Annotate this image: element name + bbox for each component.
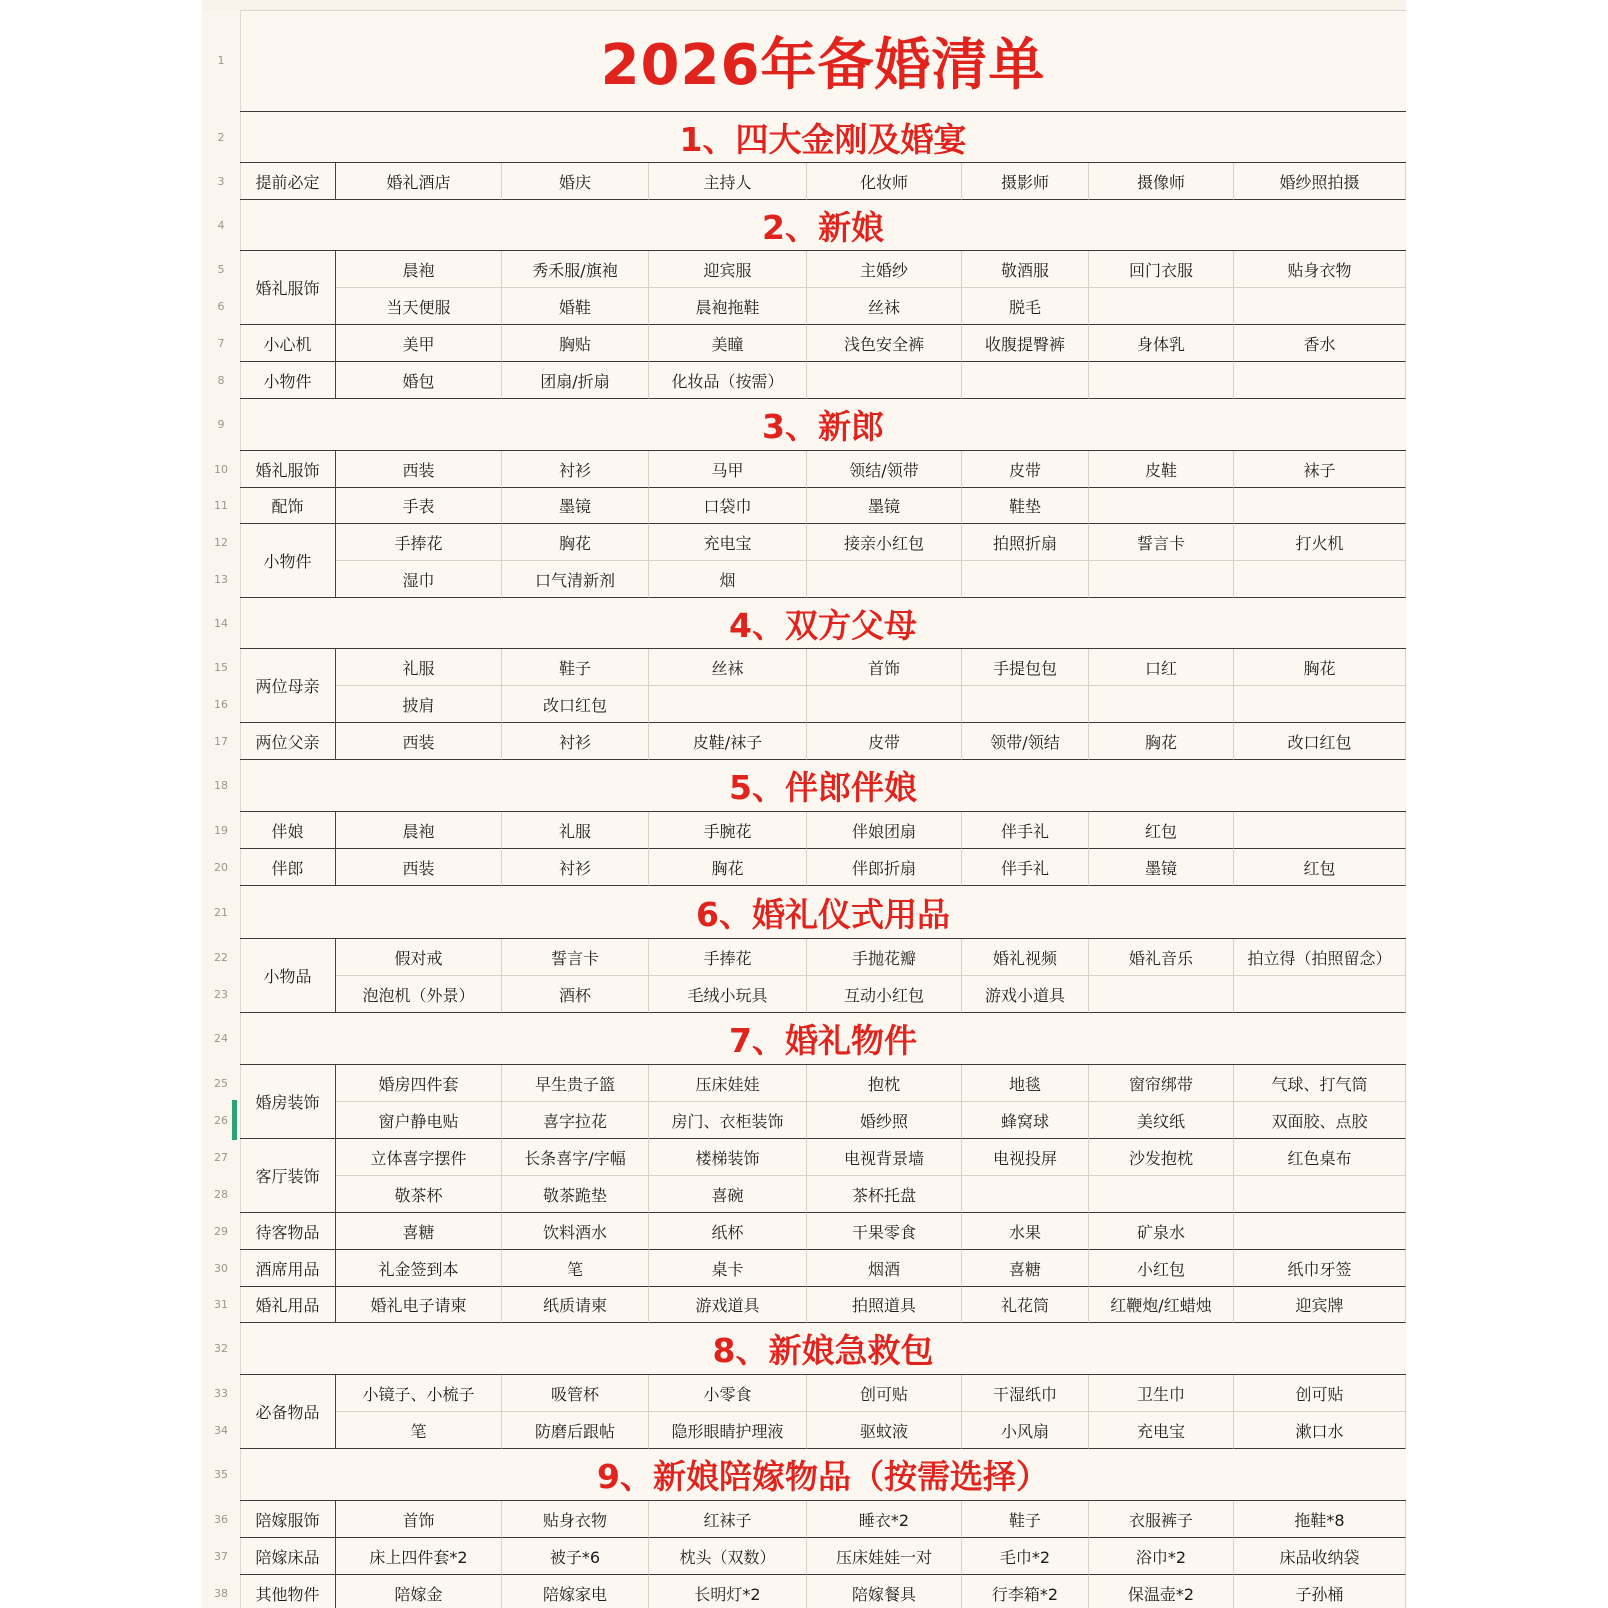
checklist-cell[interactable]: 礼服 [502, 812, 649, 849]
checklist-cell[interactable]: 衬衫 [502, 723, 649, 760]
checklist-cell[interactable]: 红包 [1089, 812, 1234, 849]
checklist-cell[interactable]: 胸花 [1234, 649, 1406, 686]
checklist-cell[interactable]: 手捧花 [649, 939, 807, 976]
category-label[interactable]: 小物件 [240, 362, 336, 399]
checklist-cell[interactable]: 抱枕 [807, 1065, 962, 1102]
checklist-cell[interactable] [1234, 288, 1406, 325]
checklist-cell[interactable]: 红鞭炮/红蜡烛 [1089, 1287, 1234, 1323]
checklist-cell[interactable]: 行李箱*2 [962, 1575, 1089, 1608]
checklist-cell[interactable]: 婚礼酒店 [336, 163, 502, 200]
category-label[interactable]: 小物品 [240, 939, 336, 1013]
checklist-cell[interactable]: 脱毛 [962, 288, 1089, 325]
checklist-cell[interactable]: 立体喜字摆件 [336, 1139, 502, 1176]
checklist-cell[interactable] [1089, 1176, 1234, 1213]
checklist-cell[interactable]: 接亲小红包 [807, 524, 962, 561]
page-title: 2026年备婚清单 [240, 10, 1406, 112]
row-number[interactable]: 30 [214, 1261, 228, 1275]
checklist-cell[interactable]: 衬衫 [502, 849, 649, 886]
checklist-cell[interactable]: 皮带 [807, 723, 962, 760]
checklist-cell[interactable]: 红包 [1234, 849, 1406, 886]
checklist-cell[interactable]: 防磨后跟帖 [502, 1412, 649, 1449]
checklist-cell[interactable] [807, 686, 962, 723]
checklist-cell[interactable]: 枕头（双数） [649, 1538, 807, 1575]
row-number[interactable]: 3 [217, 174, 225, 188]
checklist-cell[interactable]: 楼梯装饰 [649, 1139, 807, 1176]
checklist-cell[interactable]: 喜糖 [336, 1213, 502, 1250]
checklist-cell[interactable] [1234, 1213, 1406, 1250]
checklist-cell[interactable]: 伴娘团扇 [807, 812, 962, 849]
row-number[interactable]: 34 [214, 1423, 228, 1437]
checklist-cell[interactable]: 房门、衣柜装饰 [649, 1102, 807, 1139]
checklist-cell[interactable]: 漱口水 [1234, 1412, 1406, 1449]
checklist-cell[interactable] [807, 561, 962, 598]
checklist-cell[interactable]: 身体乳 [1089, 325, 1234, 362]
checklist-cell[interactable]: 沙发抱枕 [1089, 1139, 1234, 1176]
checklist-cell[interactable]: 纸杯 [649, 1213, 807, 1250]
category-label[interactable]: 两位父亲 [240, 723, 336, 760]
checklist-cell[interactable]: 回门衣服 [1089, 251, 1234, 288]
category-label[interactable]: 陪嫁服饰 [240, 1501, 336, 1538]
checklist-cell[interactable]: 电视投屏 [962, 1139, 1089, 1176]
section-heading: 9、新娘陪嫁物品（按需选择） [240, 1449, 1406, 1501]
row-number[interactable]: 27 [214, 1150, 228, 1164]
checklist-cell[interactable] [962, 686, 1089, 723]
checklist-cell[interactable]: 纸质请柬 [502, 1287, 649, 1323]
checklist-cell[interactable]: 床上四件套*2 [336, 1538, 502, 1575]
checklist-cell[interactable]: 西装 [336, 451, 502, 488]
checklist-cell[interactable]: 敬茶跪垫 [502, 1176, 649, 1213]
section-heading: 8、新娘急救包 [240, 1323, 1406, 1375]
checklist-cell[interactable] [807, 362, 962, 399]
checklist-cell[interactable]: 胸花 [649, 849, 807, 886]
checklist-cell[interactable]: 喜糖 [962, 1250, 1089, 1287]
checklist-cell[interactable]: 鞋垫 [962, 488, 1089, 524]
checklist-cell[interactable]: 浅色安全裤 [807, 325, 962, 362]
checklist-cell[interactable]: 美甲 [336, 325, 502, 362]
row-number[interactable]: 17 [214, 734, 228, 748]
checklist-cell[interactable] [1234, 1176, 1406, 1213]
checklist-cell[interactable]: 摄影师 [962, 163, 1089, 200]
row-number[interactable]: 24 [214, 1032, 228, 1045]
row-number[interactable]: 9 [217, 418, 225, 431]
checklist-cell[interactable]: 陪嫁家电 [502, 1575, 649, 1608]
checklist-cell[interactable]: 誓言卡 [1089, 524, 1234, 561]
category-label[interactable]: 配饰 [240, 488, 336, 524]
category-label[interactable]: 必备物品 [240, 1375, 336, 1449]
category-label[interactable]: 酒席用品 [240, 1250, 336, 1287]
checklist-cell[interactable]: 婚纱照 [807, 1102, 962, 1139]
checklist-cell[interactable]: 鞋子 [502, 649, 649, 686]
row-number[interactable]: 25 [214, 1076, 228, 1090]
checklist-cell[interactable]: 化妆师 [807, 163, 962, 200]
spreadsheet [202, 0, 1406, 1608]
row-number[interactable]: 37 [214, 1549, 228, 1563]
checklist-cell[interactable]: 摄像师 [1089, 163, 1234, 200]
checklist-cell[interactable]: 气球、打气筒 [1234, 1065, 1406, 1102]
checklist-cell[interactable]: 烟酒 [807, 1250, 962, 1287]
row-number[interactable]: 14 [214, 616, 228, 630]
category-label[interactable]: 两位母亲 [240, 649, 336, 723]
checklist-cell[interactable]: 袜子 [1234, 451, 1406, 488]
checklist-cell[interactable] [1089, 488, 1234, 524]
category-label[interactable]: 陪嫁床品 [240, 1538, 336, 1575]
checklist-cell[interactable]: 小零食 [649, 1375, 807, 1412]
checklist-cell[interactable]: 睡衣*2 [807, 1501, 962, 1538]
checklist-cell[interactable]: 胸贴 [502, 325, 649, 362]
checklist-cell[interactable]: 拍立得（拍照留念） [1234, 939, 1406, 976]
checklist-cell[interactable]: 手表 [336, 488, 502, 524]
checklist-cell[interactable]: 打火机 [1234, 524, 1406, 561]
checklist-cell[interactable]: 浴巾*2 [1089, 1538, 1234, 1575]
checklist-cell[interactable]: 当天便服 [336, 288, 502, 325]
checklist-cell[interactable]: 收腹提臀裤 [962, 325, 1089, 362]
checklist-cell[interactable]: 领带/领结 [962, 723, 1089, 760]
checklist-cell[interactable]: 婚鞋 [502, 288, 649, 325]
checklist-cell[interactable]: 礼金签到本 [336, 1250, 502, 1287]
checklist-cell[interactable]: 誓言卡 [502, 939, 649, 976]
checklist-cell[interactable]: 胸花 [1089, 723, 1234, 760]
row-number[interactable]: 21 [214, 905, 228, 919]
checklist-cell[interactable]: 首饰 [807, 649, 962, 686]
checklist-cell[interactable]: 窗帘绑带 [1089, 1065, 1234, 1102]
row-number[interactable]: 38 [214, 1586, 228, 1600]
checklist-cell[interactable] [1089, 976, 1234, 1013]
checklist-cell[interactable]: 拍照折扇 [962, 524, 1089, 561]
checklist-cell[interactable]: 小镜子、小梳子 [336, 1375, 502, 1412]
checklist-cell[interactable]: 长明灯*2 [649, 1575, 807, 1608]
checklist-cell[interactable]: 胸花 [502, 524, 649, 561]
checklist-cell[interactable]: 游戏道具 [649, 1287, 807, 1323]
row-number[interactable]: 22 [214, 950, 228, 964]
section-heading: 7、婚礼物件 [240, 1013, 1406, 1065]
checklist-cell[interactable]: 贴身衣物 [1234, 251, 1406, 288]
row-number[interactable]: 28 [214, 1187, 228, 1201]
checklist-cell[interactable]: 被子*6 [502, 1538, 649, 1575]
checklist-cell[interactable]: 团扇/折扇 [502, 362, 649, 399]
checklist-cell[interactable]: 吸管杯 [502, 1375, 649, 1412]
checklist-cell[interactable]: 晨袍 [336, 251, 502, 288]
checklist-cell[interactable]: 拍照道具 [807, 1287, 962, 1323]
checklist-cell[interactable] [1089, 686, 1234, 723]
checklist-cell[interactable]: 改口红包 [502, 686, 649, 723]
checklist-cell[interactable]: 干湿纸巾 [962, 1375, 1089, 1412]
checklist-cell[interactable]: 笔 [502, 1250, 649, 1287]
category-label[interactable]: 提前必定 [240, 163, 336, 200]
checklist-cell[interactable]: 主婚纱 [807, 251, 962, 288]
checklist-cell[interactable]: 美瞳 [649, 325, 807, 362]
section-heading: 1、四大金刚及婚宴 [240, 112, 1406, 163]
checklist-cell[interactable]: 床品收纳袋 [1234, 1538, 1406, 1575]
row-number[interactable]: 18 [214, 779, 228, 792]
row-number[interactable]: 32 [214, 1342, 228, 1355]
checklist-cell[interactable]: 秀禾服/旗袍 [502, 251, 649, 288]
checklist-cell[interactable]: 红色桌布 [1234, 1139, 1406, 1176]
checklist-cell[interactable]: 丝袜 [807, 288, 962, 325]
checklist-cell[interactable]: 墨镜 [502, 488, 649, 524]
checklist-cell[interactable]: 墨镜 [1089, 849, 1234, 886]
checklist-cell[interactable]: 婚礼电子请柬 [336, 1287, 502, 1323]
checklist-cell[interactable] [1089, 288, 1234, 325]
row-number[interactable]: 16 [214, 697, 228, 711]
checklist-cell[interactable]: 手捧花 [336, 524, 502, 561]
checklist-cell[interactable]: 口袋巾 [649, 488, 807, 524]
checklist-cell[interactable]: 鞋子 [962, 1501, 1089, 1538]
checklist-cell[interactable]: 婚礼音乐 [1089, 939, 1234, 976]
row-number[interactable]: 11 [214, 499, 228, 512]
checklist-cell[interactable]: 马甲 [649, 451, 807, 488]
checklist-cell[interactable]: 首饰 [336, 1501, 502, 1538]
checklist-cell[interactable]: 婚庆 [502, 163, 649, 200]
checklist-cell[interactable]: 披肩 [336, 686, 502, 723]
checklist-cell[interactable]: 酒杯 [502, 976, 649, 1013]
checklist-cell[interactable]: 手抛花瓣 [807, 939, 962, 976]
checklist-cell[interactable]: 陪嫁餐具 [807, 1575, 962, 1608]
row-number[interactable]: 15 [214, 660, 228, 674]
row-number[interactable]: 19 [214, 823, 228, 837]
checklist-cell[interactable] [1089, 561, 1234, 598]
checklist-cell[interactable]: 充电宝 [1089, 1412, 1234, 1449]
checklist-cell[interactable]: 口红 [1089, 649, 1234, 686]
checklist-cell[interactable]: 喜碗 [649, 1176, 807, 1213]
checklist-cell[interactable]: 桌卡 [649, 1250, 807, 1287]
checklist-cell[interactable]: 驱蚊液 [807, 1412, 962, 1449]
checklist-cell[interactable] [1234, 488, 1406, 524]
checklist-cell[interactable]: 伴手礼 [962, 849, 1089, 886]
checklist-cell[interactable]: 衬衫 [502, 451, 649, 488]
checklist-cell[interactable]: 窗户静电贴 [336, 1102, 502, 1139]
checklist-cell[interactable]: 领结/领带 [807, 451, 962, 488]
row-number[interactable]: 36 [214, 1512, 228, 1526]
checklist-cell[interactable] [1234, 976, 1406, 1013]
checklist-cell[interactable]: 晨袍拖鞋 [649, 288, 807, 325]
checklist-cell[interactable] [1234, 812, 1406, 849]
checklist-cell[interactable]: 香水 [1234, 325, 1406, 362]
checklist-cell[interactable]: 干果零食 [807, 1213, 962, 1250]
checklist-grid [202, 0, 1406, 1608]
checklist-cell[interactable]: 迎宾服 [649, 251, 807, 288]
row-number[interactable]: 13 [214, 572, 228, 586]
checklist-cell[interactable]: 卫生巾 [1089, 1375, 1234, 1412]
checklist-cell[interactable]: 礼花筒 [962, 1287, 1089, 1323]
section-heading: 3、新郎 [240, 399, 1406, 451]
section-heading: 5、伴郎伴娘 [240, 760, 1406, 812]
checklist-cell[interactable]: 游戏小道具 [962, 976, 1089, 1013]
row-number[interactable]: 33 [214, 1386, 228, 1400]
checklist-cell[interactable]: 伴郎折扇 [807, 849, 962, 886]
checklist-cell[interactable]: 西装 [336, 723, 502, 760]
checklist-cell[interactable]: 笔 [336, 1412, 502, 1449]
checklist-cell[interactable]: 贴身衣物 [502, 1501, 649, 1538]
checklist-cell[interactable]: 保温壶*2 [1089, 1575, 1234, 1608]
checklist-cell[interactable]: 丝袜 [649, 649, 807, 686]
checklist-cell[interactable]: 创可贴 [1234, 1375, 1406, 1412]
row-number[interactable]: 2 [217, 130, 225, 144]
checklist-cell[interactable]: 充电宝 [649, 524, 807, 561]
category-label[interactable]: 婚礼服饰 [240, 251, 336, 325]
checklist-cell[interactable]: 互动小红包 [807, 976, 962, 1013]
checklist-cell[interactable]: 烟 [649, 561, 807, 598]
section-heading: 6、婚礼仪式用品 [240, 886, 1406, 939]
checklist-cell[interactable]: 泡泡机（外景） [336, 976, 502, 1013]
checklist-cell[interactable]: 改口红包 [1234, 723, 1406, 760]
checklist-cell[interactable] [962, 561, 1089, 598]
section-heading: 2、新娘 [240, 200, 1406, 251]
checklist-cell[interactable]: 手腕花 [649, 812, 807, 849]
checklist-cell[interactable]: 早生贵子篮 [502, 1065, 649, 1102]
checklist-cell[interactable]: 敬酒服 [962, 251, 1089, 288]
category-label[interactable]: 婚房装饰 [240, 1065, 336, 1139]
checklist-cell[interactable]: 红袜子 [649, 1501, 807, 1538]
checklist-cell[interactable] [1234, 561, 1406, 598]
checklist-cell[interactable]: 皮带 [962, 451, 1089, 488]
checklist-cell[interactable]: 茶杯托盘 [807, 1176, 962, 1213]
row-number[interactable]: 10 [214, 462, 228, 476]
checklist-cell[interactable]: 长条喜字/字幅 [502, 1139, 649, 1176]
row-number[interactable]: 31 [214, 1298, 228, 1311]
row-number[interactable]: 4 [217, 218, 225, 232]
checklist-cell[interactable]: 蜂窝球 [962, 1102, 1089, 1139]
checklist-cell[interactable]: 口气清新剂 [502, 561, 649, 598]
checklist-cell[interactable]: 子孙桶 [1234, 1575, 1406, 1608]
checklist-cell[interactable]: 湿巾 [336, 561, 502, 598]
checklist-cell[interactable]: 皮鞋/袜子 [649, 723, 807, 760]
checklist-cell[interactable]: 墨镜 [807, 488, 962, 524]
checklist-cell[interactable]: 双面胶、点胶 [1234, 1102, 1406, 1139]
checklist-cell[interactable]: 婚纱照拍摄 [1234, 163, 1406, 200]
category-label[interactable]: 其他物件 [240, 1575, 336, 1608]
checklist-cell[interactable]: 化妆品（按需） [649, 362, 807, 399]
checklist-cell[interactable]: 纸巾牙签 [1234, 1250, 1406, 1287]
checklist-cell[interactable]: 水果 [962, 1213, 1089, 1250]
checklist-cell[interactable]: 皮鞋 [1089, 451, 1234, 488]
row-number[interactable]: 20 [214, 860, 228, 874]
category-label[interactable]: 小心机 [240, 325, 336, 362]
checklist-cell[interactable]: 美纹纸 [1089, 1102, 1234, 1139]
checklist-cell[interactable]: 压床娃娃 [649, 1065, 807, 1102]
checklist-cell[interactable]: 礼服 [336, 649, 502, 686]
checklist-cell[interactable] [962, 1176, 1089, 1213]
category-label[interactable]: 婚礼服饰 [240, 451, 336, 488]
category-label[interactable]: 婚礼用品 [240, 1287, 336, 1323]
row-number[interactable]: 7 [217, 336, 225, 350]
checklist-cell[interactable]: 假对戒 [336, 939, 502, 976]
row-number[interactable]: 35 [214, 1468, 228, 1481]
checklist-cell[interactable]: 饮料酒水 [502, 1213, 649, 1250]
checklist-cell[interactable] [649, 686, 807, 723]
row-number[interactable]: 6 [217, 299, 225, 313]
checklist-cell[interactable]: 压床娃娃一对 [807, 1538, 962, 1575]
checklist-cell[interactable]: 西装 [336, 849, 502, 886]
checklist-cell[interactable]: 拖鞋*8 [1234, 1501, 1406, 1538]
checklist-cell[interactable] [1234, 686, 1406, 723]
checklist-cell[interactable]: 电视背景墙 [807, 1139, 962, 1176]
checklist-cell[interactable]: 毛绒小玩具 [649, 976, 807, 1013]
row-number[interactable]: 12 [214, 535, 228, 549]
row-number[interactable]: 8 [217, 373, 225, 387]
checklist-cell[interactable]: 创可贴 [807, 1375, 962, 1412]
checklist-cell[interactable]: 喜字拉花 [502, 1102, 649, 1139]
checklist-cell[interactable]: 小红包 [1089, 1250, 1234, 1287]
category-label[interactable]: 伴娘 [240, 812, 336, 849]
checklist-cell[interactable]: 婚房四件套 [336, 1065, 502, 1102]
checklist-cell[interactable]: 主持人 [649, 163, 807, 200]
checklist-cell[interactable]: 地毯 [962, 1065, 1089, 1102]
checklist-cell[interactable]: 晨袍 [336, 812, 502, 849]
row-number[interactable]: 29 [214, 1224, 228, 1238]
checklist-cell[interactable]: 毛巾*2 [962, 1538, 1089, 1575]
row-number[interactable]: 5 [217, 262, 225, 276]
checklist-cell[interactable]: 矿泉水 [1089, 1213, 1234, 1250]
checklist-cell[interactable]: 手提包包 [962, 649, 1089, 686]
row-number[interactable]: 26 [214, 1113, 228, 1127]
category-label[interactable]: 小物件 [240, 524, 336, 598]
checklist-cell[interactable] [1089, 362, 1234, 399]
checklist-cell[interactable]: 衣服裤子 [1089, 1501, 1234, 1538]
row-number[interactable]: 1 [217, 54, 225, 67]
checklist-cell[interactable]: 伴手礼 [962, 812, 1089, 849]
checklist-cell[interactable]: 小风扇 [962, 1412, 1089, 1449]
checklist-cell[interactable]: 婚礼视频 [962, 939, 1089, 976]
checklist-cell[interactable]: 陪嫁金 [336, 1575, 502, 1608]
checklist-cell[interactable] [962, 362, 1089, 399]
section-heading: 4、双方父母 [240, 598, 1406, 649]
category-label[interactable]: 伴郎 [240, 849, 336, 886]
category-label[interactable]: 待客物品 [240, 1213, 336, 1250]
checklist-cell[interactable]: 隐形眼睛护理液 [649, 1412, 807, 1449]
checklist-cell[interactable] [1234, 362, 1406, 399]
checklist-cell[interactable]: 婚包 [336, 362, 502, 399]
checklist-cell[interactable]: 迎宾牌 [1234, 1287, 1406, 1323]
category-label[interactable]: 客厅装饰 [240, 1139, 336, 1213]
row-number[interactable]: 23 [214, 987, 228, 1001]
checklist-cell[interactable]: 敬茶杯 [336, 1176, 502, 1213]
